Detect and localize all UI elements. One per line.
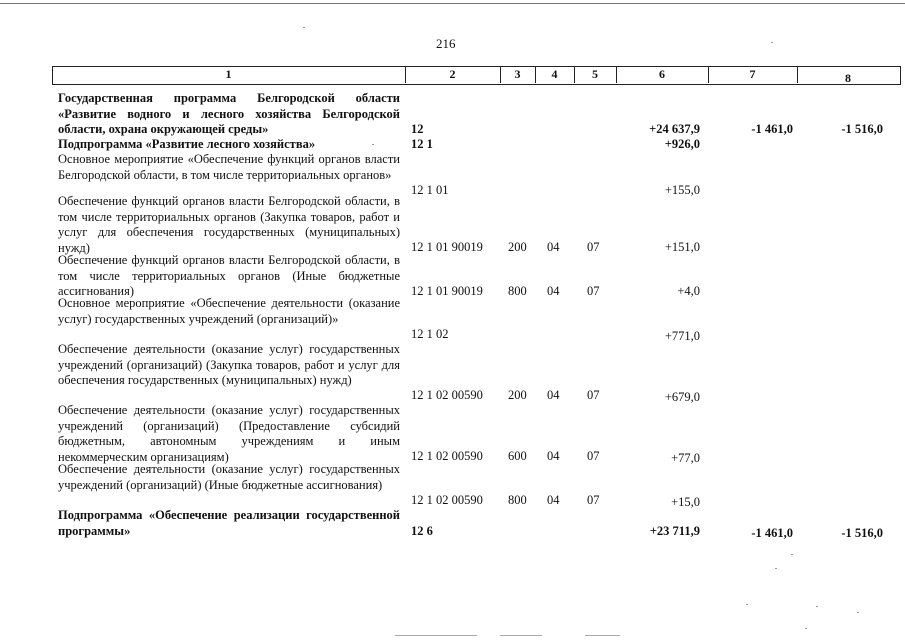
row-value-8: -1 516,0	[841, 122, 883, 136]
bottom-edge-mark	[585, 635, 620, 636]
row-description: Подпрограмма «Развитие лесного хозяйства»	[58, 137, 316, 151]
row-code: 12 1 01 90019	[411, 240, 483, 254]
row-value-6: +77,0	[671, 451, 700, 465]
row-section: 04	[547, 493, 560, 507]
row-description: Государственная программа Белгородской области «Развитие водного и лесного хозяйства Белгородской области, охрана окружающей среды»	[58, 91, 400, 136]
row-code: 12	[411, 122, 424, 136]
row-section: 04	[547, 449, 560, 463]
scan-speck	[805, 628, 807, 629]
row-description: Подпрограмма «Обеспечение реализации государственной программы»	[58, 508, 400, 538]
row-subsection: 07	[587, 388, 600, 402]
row-description: Основное мероприятие «Обеспечение функций органов власти Белгородской области, в том числе территориальных органов»	[58, 152, 400, 182]
row-description: Обеспечение функций органов власти Белгородской области, в том числе территориальных органов (Закупка товаров, работ и услуг для обеспечения государственных (муниципальных) нужд)	[58, 194, 400, 255]
row-value-6: +15,0	[671, 495, 700, 509]
header-label-6: 6	[659, 67, 665, 81]
row-value-6: +24 637,9	[649, 122, 700, 136]
scan-speck	[816, 606, 818, 607]
header-label-3: 3	[514, 67, 521, 81]
row-description: Обеспечение функций органов власти Белгородской области, в том числе территориальных органов (Иные бюджетные ассигнования)	[58, 253, 400, 298]
row-expense-type: 200	[508, 240, 527, 254]
row-value-6: +771,0	[664, 329, 700, 343]
page-number: 216	[436, 36, 456, 51]
row-subsection: 07	[587, 449, 600, 463]
row-value-6: +23 711,9	[649, 524, 700, 538]
row-description: Обеспечение деятельности (оказание услуг) государственных учреждений (организаций) (Предоставление субсидий бюджетным, автономным учреждениям и иным некоммерческим организациям)	[58, 403, 400, 464]
header-label-8: 8	[845, 71, 851, 85]
row-expense-type: 600	[508, 449, 527, 463]
row-value-7: -1 461,0	[751, 122, 793, 136]
row-code: 12 6	[411, 524, 433, 538]
scan-speck	[771, 42, 773, 43]
row-value-7: -1 461,0	[751, 526, 793, 540]
scan-speck	[303, 27, 305, 28]
row-code: 12 1 02	[411, 327, 449, 341]
header-label-2: 2	[449, 67, 456, 81]
top-border-line	[0, 3, 905, 4]
bottom-edge-mark	[500, 635, 542, 636]
scan-speck	[791, 554, 793, 555]
row-expense-type: 800	[508, 493, 527, 507]
row-value-6: +679,0	[664, 390, 700, 404]
row-value-6: +155,0	[664, 183, 700, 197]
row-code: 12 1 02 00590	[411, 493, 483, 507]
row-description: Обеспечение деятельности (оказание услуг) государственных учреждений (организаций) (Закупка товаров, работ и услуг для обеспечения государственных (муниципальных) нужд)	[58, 342, 400, 387]
header-label-4: 4	[551, 67, 558, 81]
row-section: 04	[547, 388, 560, 402]
bottom-edge-mark	[395, 635, 477, 636]
row-code: 12 1 01	[411, 183, 449, 197]
scan-speck	[857, 612, 859, 613]
row-value-8: -1 516,0	[841, 526, 883, 540]
row-code: 12 1	[411, 137, 433, 151]
row-section: 04	[547, 284, 560, 298]
row-expense-type: 800	[508, 284, 527, 298]
row-expense-type: 200	[508, 388, 527, 402]
row-code: 12 1 02 00590	[411, 388, 483, 402]
header-label-5: 5	[592, 67, 598, 81]
row-value-6: +926,0	[664, 137, 700, 151]
row-subsection: 07	[587, 493, 600, 507]
header-label-1: 1	[225, 67, 232, 81]
row-section: 04	[547, 240, 560, 254]
row-description: Основное мероприятие «Обеспечение деятельности (оказание услуг) государственных учреждений (организаций)»	[58, 296, 400, 326]
row-code: 12 1 01 90019	[411, 284, 483, 298]
row-subsection: 07	[587, 240, 600, 254]
scan-speck	[775, 568, 777, 569]
scan-speck	[746, 604, 748, 605]
scan-speck	[372, 144, 374, 145]
row-description: Обеспечение деятельности (оказание услуг) государственных учреждений (организаций) (Иные бюджетные ассигнования)	[58, 462, 400, 492]
row-subsection: 07	[587, 284, 600, 298]
row-value-6: +4,0	[677, 284, 700, 298]
row-code: 12 1 02 00590	[411, 449, 483, 463]
row-value-6: +151,0	[664, 240, 700, 254]
header-label-7: 7	[749, 67, 756, 81]
